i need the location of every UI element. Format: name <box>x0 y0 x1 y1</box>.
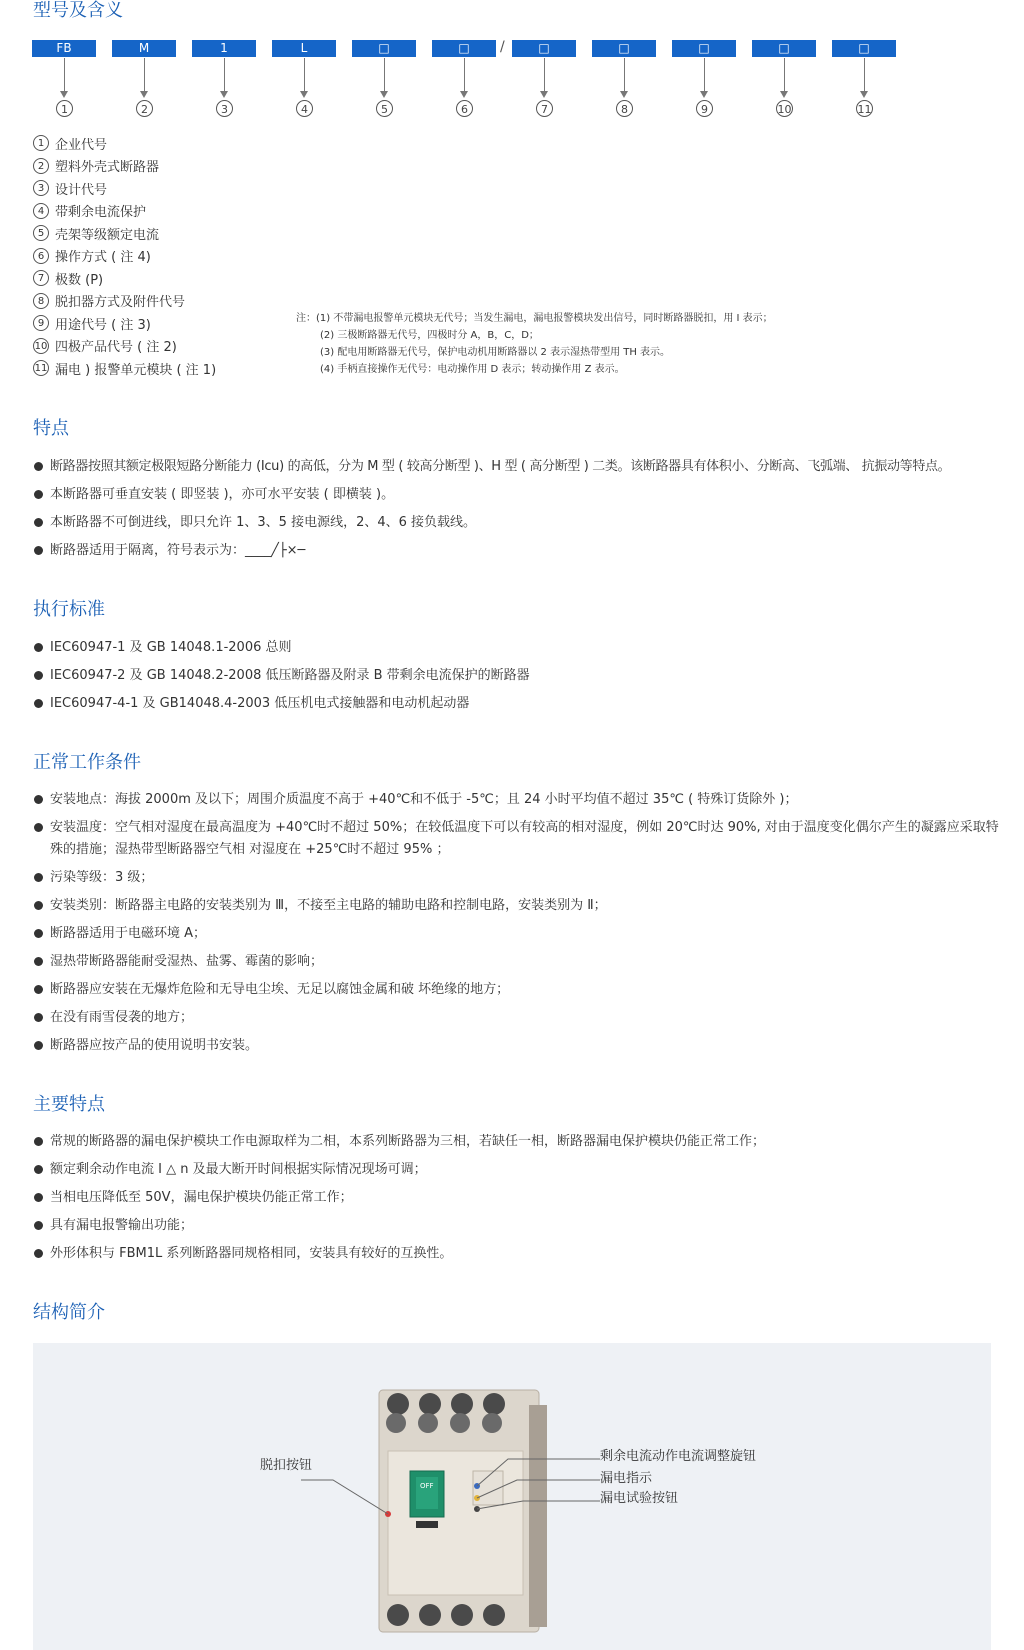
down-arrow-icon <box>304 58 305 92</box>
section-title-main-features: 主要特点 <box>33 1094 105 1115</box>
label-trip-button: 脱扣按钮 <box>260 1458 313 1473</box>
down-arrow-icon <box>624 58 625 92</box>
item-text: 脱扣器方式及附件代号 <box>55 295 186 311</box>
list-item: 断路器按照其额定极限短路分断能力 (Icu) 的高低，分为 M 型 ( 较高分断型 )、H 型 ( 高分断型 ) 二类。该断路器具有体积小、分断高、飞弧端、 抗振动等特点。 <box>34 456 999 478</box>
label-leak-test-button: 漏电试验按钮 <box>600 1491 679 1506</box>
down-arrow-icon <box>464 58 465 92</box>
code-box-3: 1 <box>192 40 256 57</box>
item-text: 企业代号 <box>55 137 108 153</box>
code-separator: / <box>500 39 505 55</box>
list-item <box>33 357 216 380</box>
list-item <box>33 155 216 178</box>
note-line: (2) 三极断路器无代号，四极时分 A，B，C，D； <box>320 330 539 341</box>
list-item: 安装地点：海拔 2000m 及以下；周围介质温度不高于 +40℃和不低于 -5℃；且 24 小时平均值不超过 35℃ ( 特殊订货除外 )； <box>34 789 999 811</box>
list-item: 安装类别：断路器主电路的安装类别为 Ⅲ，不接至主电路的辅助电路和控制电路，安装类别为 Ⅱ； <box>34 895 999 917</box>
list-item: 当相电压降低至 50V，漏电保护模块仍能正常工作； <box>34 1187 999 1209</box>
position-number: 5 <box>376 100 393 117</box>
position-number: 4 <box>296 100 313 117</box>
label-leak-indicator: 漏电指示 <box>600 1471 653 1486</box>
list-item <box>33 290 216 313</box>
section-title-structure: 结构简介 <box>33 1302 105 1323</box>
list-item: 污染等级：3 级； <box>34 867 999 889</box>
list-item <box>33 132 216 155</box>
item-number: 5 <box>33 225 49 241</box>
main-features-list <box>34 1131 999 1271</box>
item-number: 4 <box>33 203 49 219</box>
position-number: 3 <box>216 100 233 117</box>
list-item: 在没有雨雪侵袭的地方； <box>34 1007 999 1029</box>
standards-list <box>34 637 999 721</box>
code-box-5: □ <box>352 40 416 57</box>
section-title-features: 特点 <box>33 418 69 439</box>
item-number: 7 <box>33 270 49 286</box>
list-item: 额定剩余动作电流 I △ n 及最大断开时间根据实际情况现场可调； <box>34 1159 999 1181</box>
item-text: 极数 (P) <box>55 272 104 288</box>
code-box-4: L <box>272 40 336 57</box>
item-number: 11 <box>33 360 49 376</box>
item-number: 3 <box>33 180 49 196</box>
list-item <box>33 222 216 245</box>
features-list <box>34 456 999 568</box>
section-title-model: 型号及含义 <box>33 0 123 21</box>
list-item: 断路器适用于隔离，符号表示为：____╱├×─ <box>34 540 999 562</box>
list-item <box>33 335 216 358</box>
item-number: 1 <box>33 135 49 151</box>
breaker-illustration <box>33 1343 991 1650</box>
down-arrow-icon <box>544 58 545 92</box>
item-number: 2 <box>33 158 49 174</box>
notes <box>296 310 773 378</box>
list-item <box>33 245 216 268</box>
item-text: 设计代号 <box>55 182 108 198</box>
list-item: IEC60947-2 及 GB 14048.2-2008 低压断路器及附录 B 带剩余电流保护的断路器 <box>34 665 999 687</box>
list-item: 本断路器不可倒进线，即只允许 1、3、5 接电源线，2、4、6 接负载线。 <box>34 512 999 534</box>
item-text: 四极产品代号 ( 注 2) <box>55 340 177 356</box>
note-line: (4) 手柄直接操作无代号：电动操作用 D 表示；转动操作用 Z 表示。 <box>320 364 625 375</box>
code-box-7: □ <box>512 40 576 57</box>
position-number: 8 <box>616 100 633 117</box>
list-item: 具有漏电报警输出功能； <box>34 1215 999 1237</box>
position-number: 2 <box>136 100 153 117</box>
code-box-9: □ <box>672 40 736 57</box>
code-box-11: □ <box>832 40 896 57</box>
section-title-standards: 执行标准 <box>33 599 105 620</box>
conditions-list <box>34 789 999 1063</box>
list-item: 常规的断路器的漏电保护模块工作电源取样为二相，本系列断路器为三相，若缺任一相，断路器漏电保护模块仍能正常工作； <box>34 1131 999 1153</box>
list-item: 湿热带断路器能耐受湿热、盐雾、霉菌的影响； <box>34 951 999 973</box>
item-number: 9 <box>33 315 49 331</box>
position-number: 1 <box>56 100 73 117</box>
list-item: 安装温度：空气相对湿度在最高温度为 +40℃时不超过 50%；在较低温度下可以有较高的相对湿度，例如 20℃时达 90%, 对由于温度变化偶尔产生的凝露应采取特殊的措施；湿热带型断路器空气相 对湿度在 +25℃时不超过 95% ； <box>34 817 999 861</box>
list-item: 外形体积与 FBM1L 系列断路器同规格相同，安装具有较好的互换性。 <box>34 1243 999 1265</box>
list-item <box>33 267 216 290</box>
down-arrow-icon <box>704 58 705 92</box>
list-item: 断路器应按产品的使用说明书安装。 <box>34 1035 999 1057</box>
code-box-2: M <box>112 40 176 57</box>
list-item <box>33 312 216 335</box>
meaning-list <box>33 132 216 380</box>
position-number: 7 <box>536 100 553 117</box>
down-arrow-icon <box>784 58 785 92</box>
item-text: 漏电 ) 报警单元模块 ( 注 1) <box>55 362 217 378</box>
code-box-10: □ <box>752 40 816 57</box>
item-text: 塑料外壳式断路器 <box>55 160 160 176</box>
list-item: IEC60947-4-1 及 GB14048.4-2003 低压机电式接触器和电动机起动器 <box>34 693 999 715</box>
section-title-conditions: 正常工作条件 <box>33 752 141 773</box>
item-text: 用途代号 ( 注 3) <box>55 317 151 333</box>
down-arrow-icon <box>384 58 385 92</box>
down-arrow-icon <box>864 58 865 92</box>
down-arrow-icon <box>144 58 145 92</box>
item-text: 壳架等级额定电流 <box>55 227 160 243</box>
position-number: 6 <box>456 100 473 117</box>
code-box-6: □ <box>432 40 496 57</box>
position-number: 9 <box>696 100 713 117</box>
item-text: 操作方式 ( 注 4) <box>55 250 151 266</box>
note-line: (3) 配电用断路器无代号，保护电动机用断路器以 2 表示湿热带型用 TH 表示。 <box>320 347 671 358</box>
list-item <box>33 200 216 223</box>
list-item: 断路器应安装在无爆炸危险和无导电尘埃、无足以腐蚀金属和破 坏绝缘的地方； <box>34 979 999 1001</box>
list-item: 本断路器可垂直安装 ( 即竖装 )，亦可水平安装 ( 即横装 )。 <box>34 484 999 506</box>
position-number: 10 <box>776 100 793 117</box>
down-arrow-icon <box>224 58 225 92</box>
list-item: 断路器适用于电磁环境 A； <box>34 923 999 945</box>
item-number: 8 <box>33 293 49 309</box>
code-box-1: FB <box>32 40 96 57</box>
structure-panel <box>33 1343 991 1650</box>
label-adjust-knob: 剩余电流动作电流调整旋钮 <box>600 1449 757 1464</box>
item-number: 6 <box>33 248 49 264</box>
position-number: 11 <box>856 100 873 117</box>
note-line: 注：(1) 不带漏电报警单元模块无代号；当发生漏电，漏电报警模块发出信号，同时断路器脱扣，用 I 表示； <box>296 313 773 324</box>
switch-label: OFF <box>420 1482 434 1490</box>
code-box-8: □ <box>592 40 656 57</box>
list-item: IEC60947-1 及 GB 14048.1-2006 总则 <box>34 637 999 659</box>
item-number: 10 <box>33 338 49 354</box>
list-item <box>33 177 216 200</box>
down-arrow-icon <box>64 58 65 92</box>
item-text: 带剩余电流保护 <box>55 205 147 221</box>
